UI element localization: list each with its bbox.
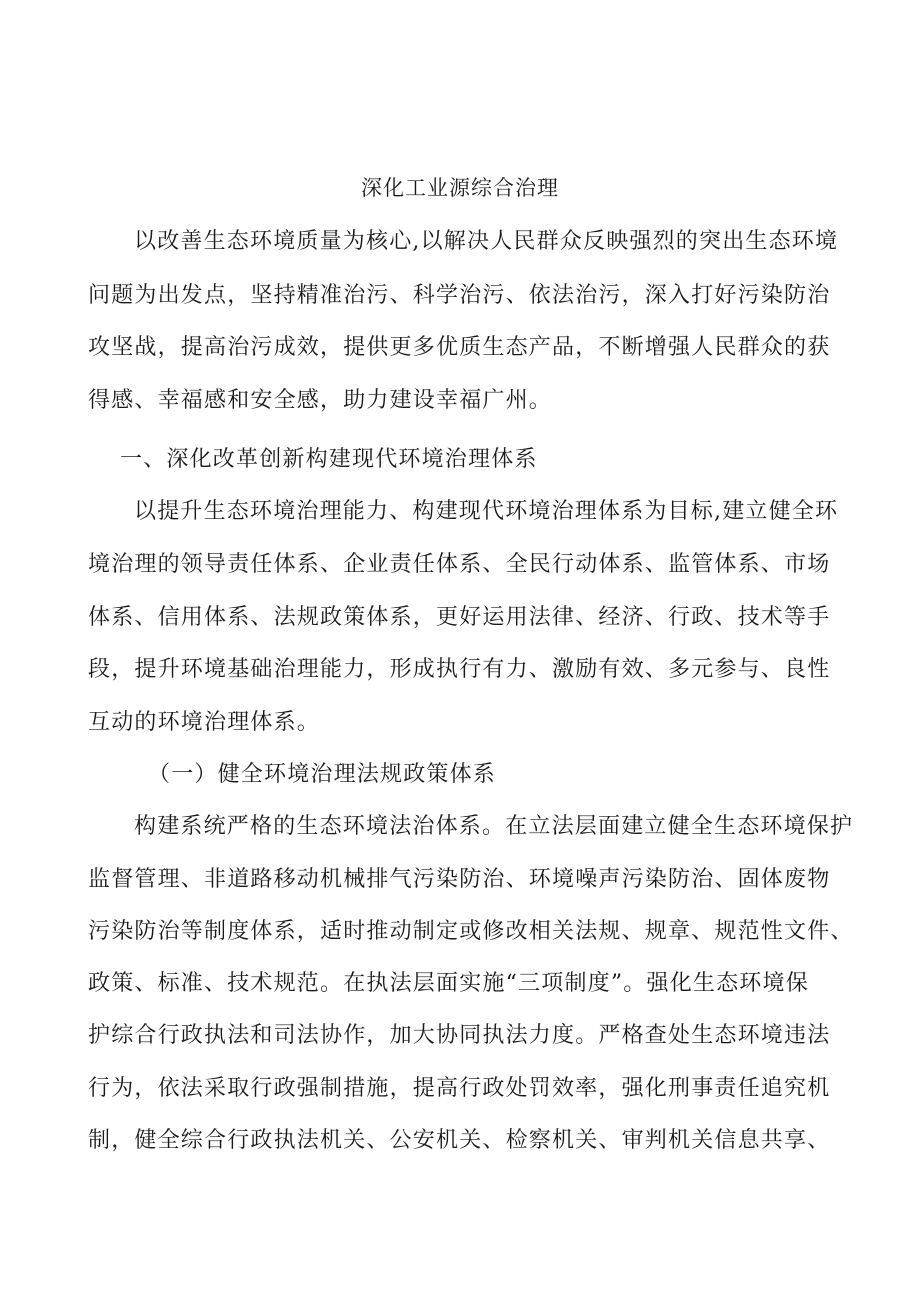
subsection-heading: （一）健全环境治理法规政策体系 xyxy=(148,762,497,787)
subsection1-line-6: 行为，依法采取行政强制措施，提高行政处罚效率，强化刑事责任追究机 xyxy=(88,1076,831,1101)
section-heading: 一、深化改革创新构建现代环境治理体系 xyxy=(120,447,538,472)
subsection1-line-7: 制，健全综合行政执法机关、公安机关、检察机关、审判机关信息共享、 xyxy=(88,1128,831,1153)
section1-line-5: 互动的环境治理体系。 xyxy=(88,710,321,735)
subsection1-line-3: 污染防治等制度体系，适时推动制定或修改相关法规、规章、规范性文件、 xyxy=(88,919,854,944)
section1-line-1: 以提升生态环境治理能力、构建现代环境治理体系为目标,建立健全环 xyxy=(134,499,839,524)
subsection1-line-1: 构建系统严格的生态环境法治体系。在立法层面建立健全生态环境保护 xyxy=(134,814,854,839)
subsection1-line-5: 护综合行政执法和司法协作，加大协同执法力度。严格查处生态环境违法 xyxy=(88,1023,831,1048)
section1-line-3: 体系、信用体系、法规政策体系，更好运用法律、经济、行政、技术等手 xyxy=(88,605,831,630)
intro-line-3: 攻坚战，提高治污成效，提供更多优质生态产品，不断增强人民群众的获 xyxy=(88,335,831,360)
intro-line-4: 得感、幸福感和安全感，助力建设幸福广州。 xyxy=(88,388,553,413)
section1-line-4: 段，提升环境基础治理能力，形成执行有力、激励有效、多元参与、良性 xyxy=(88,657,831,682)
subsection1-line-4: 政策、标准、技术规范。在执法层面实施“三项制度”。强化生态环境保 xyxy=(88,971,809,996)
document-title: 深化工业源综合治理 xyxy=(361,176,559,200)
section1-line-2: 境治理的领导责任体系、企业责任体系、全民行动体系、监管体系、市场 xyxy=(88,552,831,577)
subsection1-line-2: 监督管理、非道路移动机械排气污染防治、环境噪声污染防治、固体废物 xyxy=(88,867,831,892)
intro-line-2: 问题为出发点，坚持精准治污、科学治污、依法治污，深入打好污染防治 xyxy=(88,283,831,308)
intro-line-1: 以改善生态环境质量为核心,以解决人民群众反映强烈的突出生态环境 xyxy=(134,229,839,254)
